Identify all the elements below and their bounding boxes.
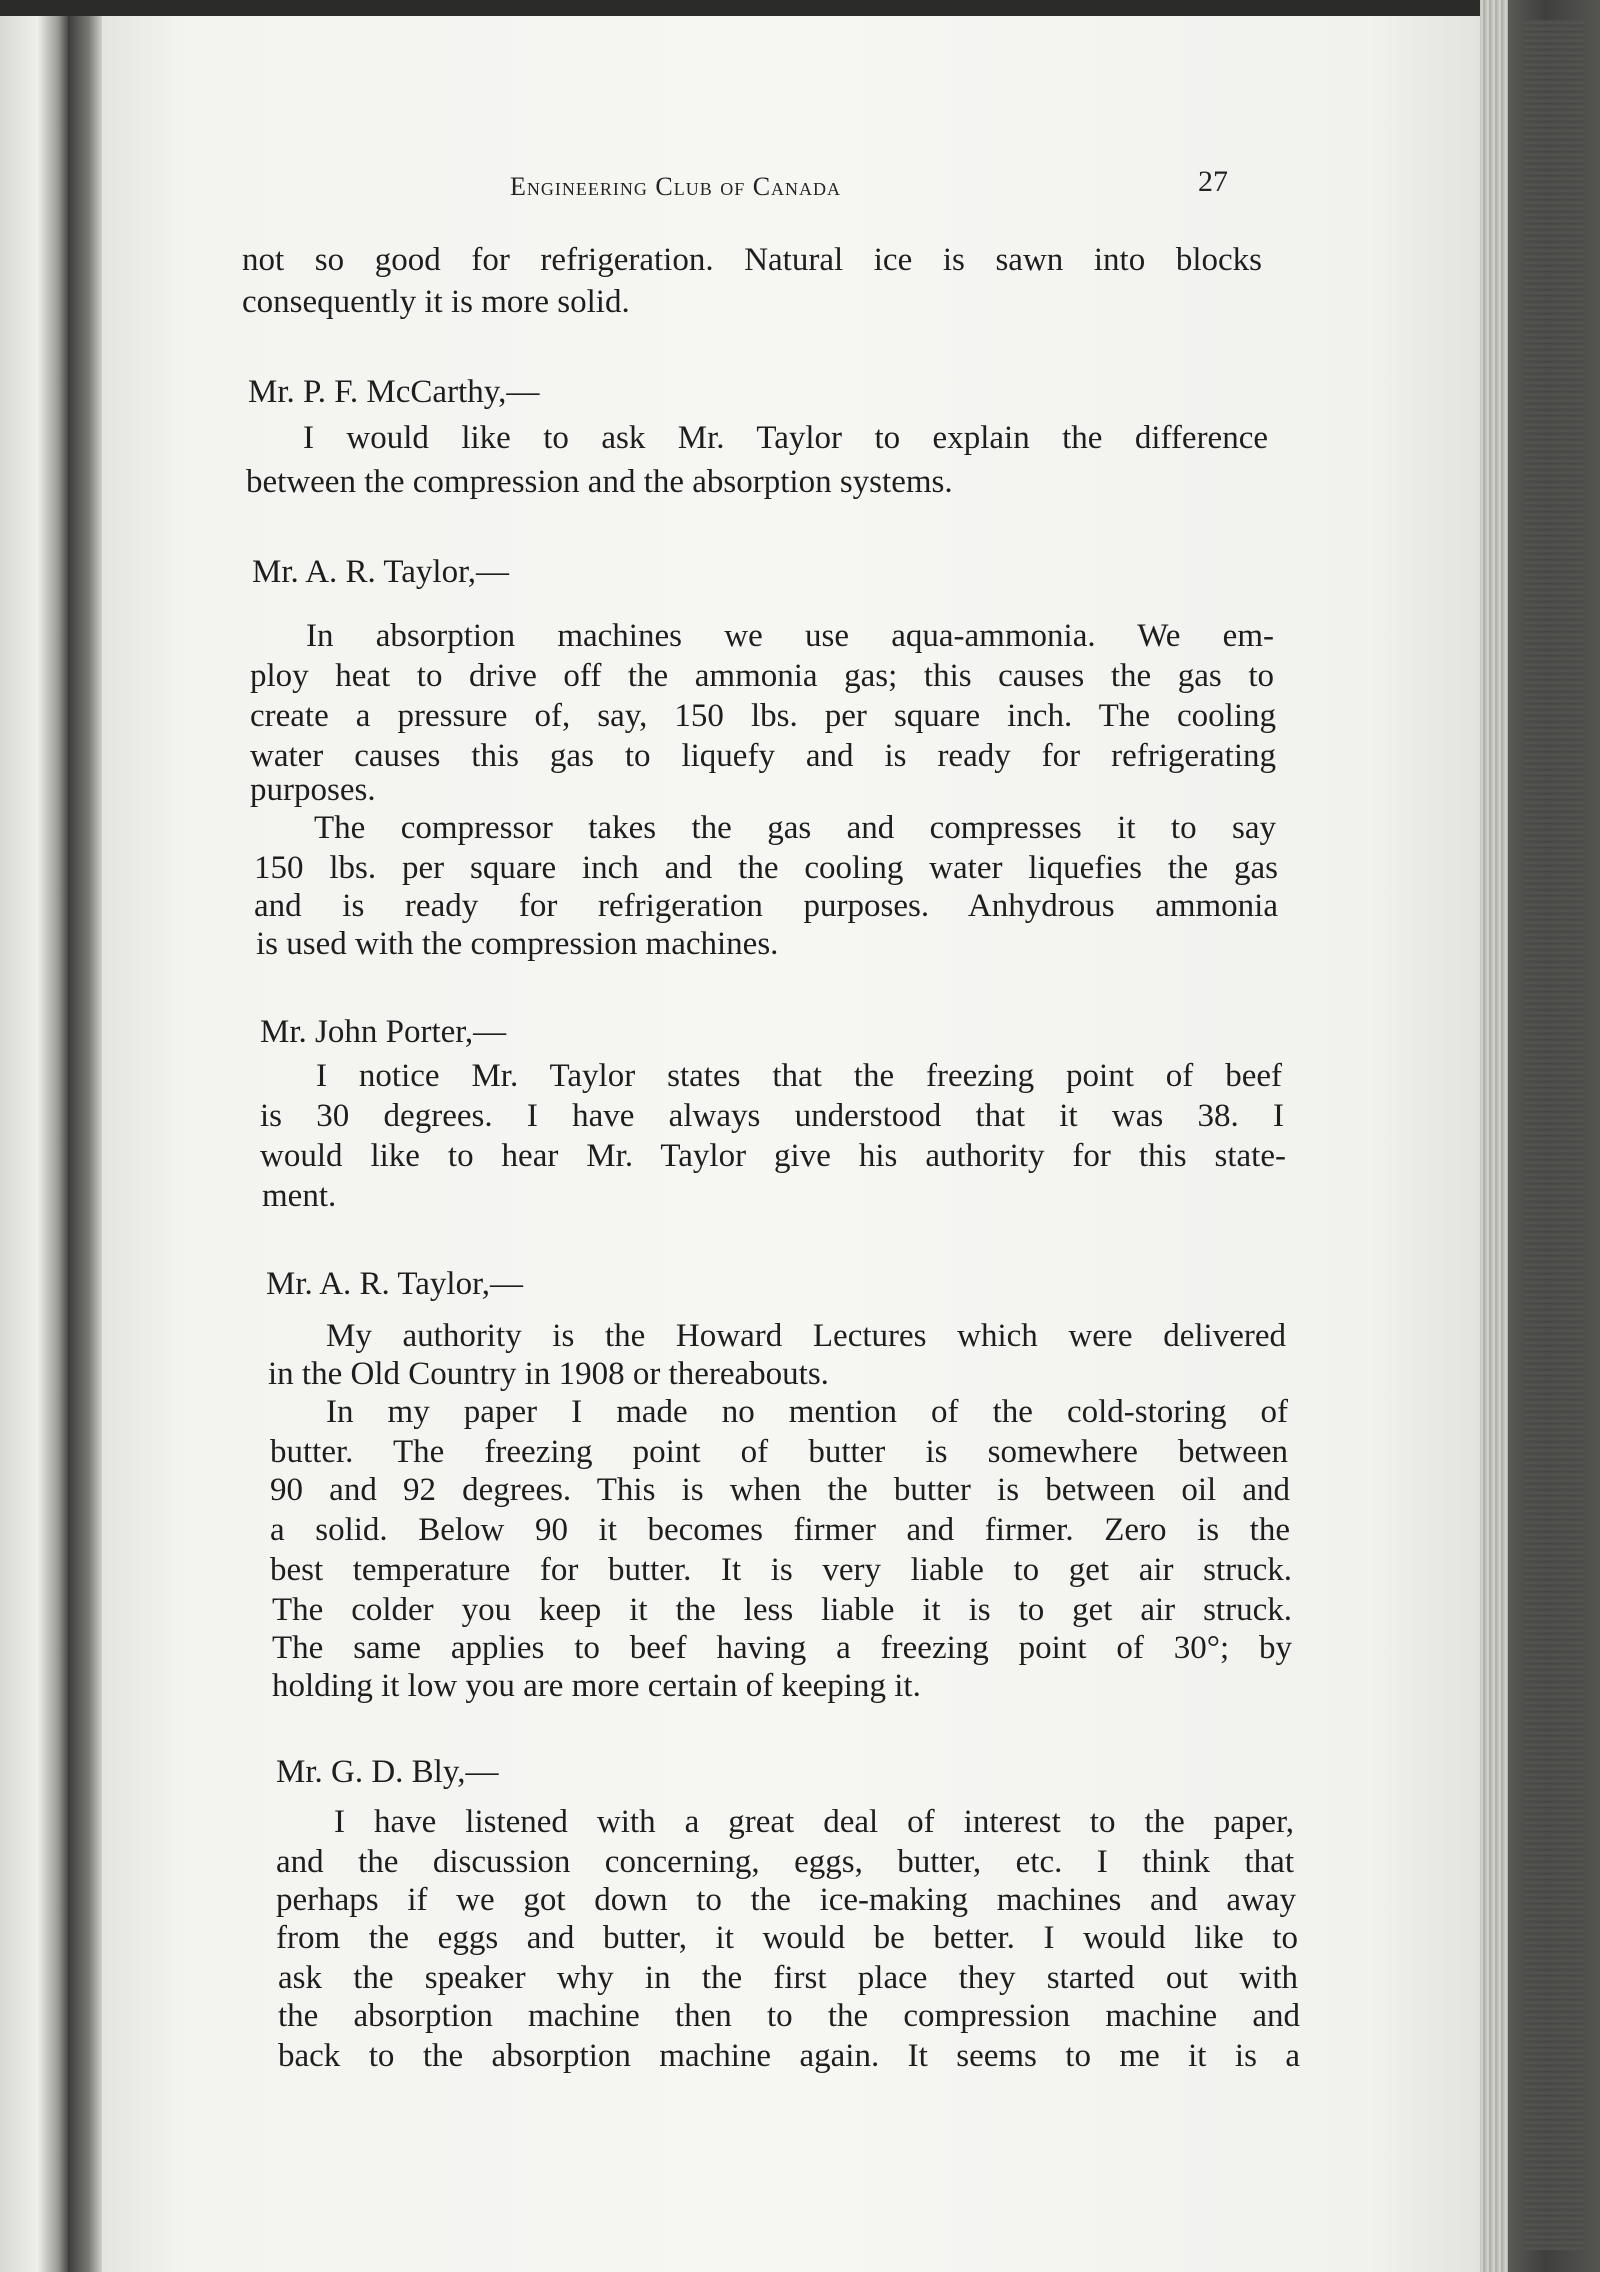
text-line: the absorption machine then to the compression machine and [278, 1998, 1300, 2034]
text-line: not so good for refrigeration. Natural ice is sawn into blocks [242, 242, 1262, 278]
text-line: ment. [262, 1178, 337, 1214]
speaker-heading: Mr. A. R. Taylor,— [266, 1266, 524, 1302]
text-line: would like to hear Mr. Taylor give his authority for this state- [260, 1138, 1286, 1174]
text-line: ploy heat to drive off the ammonia gas; this causes the gas to [250, 658, 1274, 694]
text-line: I have listened with a great deal of interest to the paper, [334, 1804, 1294, 1840]
running-title: Engineering Club of Canada [510, 172, 842, 201]
text-line: butter. The freezing point of butter is somewhere between [270, 1434, 1288, 1470]
text-line: from the eggs and butter, it would be better. I would like to [276, 1920, 1298, 1956]
text-line: best temperature for butter. It is very liable to get air struck. [270, 1552, 1292, 1588]
text-line: consequently it is more solid. [242, 284, 630, 320]
text-line: purposes. [250, 772, 376, 808]
text-line: 150 lbs. per square inch and the cooling water liquefies the gas [254, 850, 1278, 886]
text-line: I notice Mr. Taylor states that the freezing point of beef [316, 1058, 1282, 1094]
speaker-heading: Mr. G. D. Bly,— [276, 1754, 499, 1790]
text-line: back to the absorption machine again. It seems to me it is a [278, 2038, 1300, 2074]
text-line: is used with the compression machines. [256, 926, 779, 962]
text-line: is 30 degrees. I have always understood that it was 38. I [260, 1098, 1284, 1134]
text-line: water causes this gas to liquefy and is ready for refrigerating [250, 738, 1276, 774]
book-gutter [68, 16, 102, 2272]
cover-texture [1524, 20, 1584, 2250]
text-line: a solid. Below 90 it becomes firmer and firmer. Zero is the [270, 1512, 1290, 1548]
text-line: between the compression and the absorption systems. [246, 464, 953, 500]
text-line: ask the speaker why in the first place they started out with [278, 1960, 1298, 1996]
text-line: 90 and 92 degrees. This is when the butter is between oil and [270, 1472, 1290, 1508]
page-number: 27 [1198, 165, 1228, 198]
speaker-heading: Mr. P. F. McCarthy,— [248, 374, 540, 410]
text-line: and is ready for refrigeration purposes. Anhydrous ammonia [254, 888, 1278, 924]
text-line: The colder you keep it the less liable it is to get air struck. [272, 1592, 1292, 1628]
text-line: I would like to ask Mr. Taylor to explain the difference [303, 420, 1268, 456]
text-line: The compressor takes the gas and compresses it to say [314, 810, 1276, 846]
facing-page-edge [0, 16, 68, 2272]
text-line: perhaps if we got down to the ice-making machines and away [276, 1882, 1296, 1918]
page-stack-edge [1480, 0, 1508, 2272]
speaker-heading: Mr. John Porter,— [260, 1014, 507, 1050]
text-line: and the discussion concerning, eggs, butter, etc. I think that [276, 1844, 1294, 1880]
text-line: create a pressure of, say, 150 lbs. per square inch. The cooling [250, 698, 1276, 734]
speaker-heading: Mr. A. R. Taylor,— [252, 554, 510, 590]
text-line: The same applies to beef having a freezing point of 30°; by [272, 1630, 1292, 1666]
text-line: In my paper I made no mention of the cold-storing of [326, 1394, 1288, 1430]
scan-border [0, 0, 1600, 16]
text-line: in the Old Country in 1908 or thereabouts. [268, 1356, 829, 1392]
text-line: My authority is the Howard Lectures which were delivered [326, 1318, 1286, 1354]
text-line: holding it low you are more certain of keeping it. [272, 1668, 921, 1704]
text-line: In absorption machines we use aqua-ammonia. We em- [306, 618, 1274, 654]
